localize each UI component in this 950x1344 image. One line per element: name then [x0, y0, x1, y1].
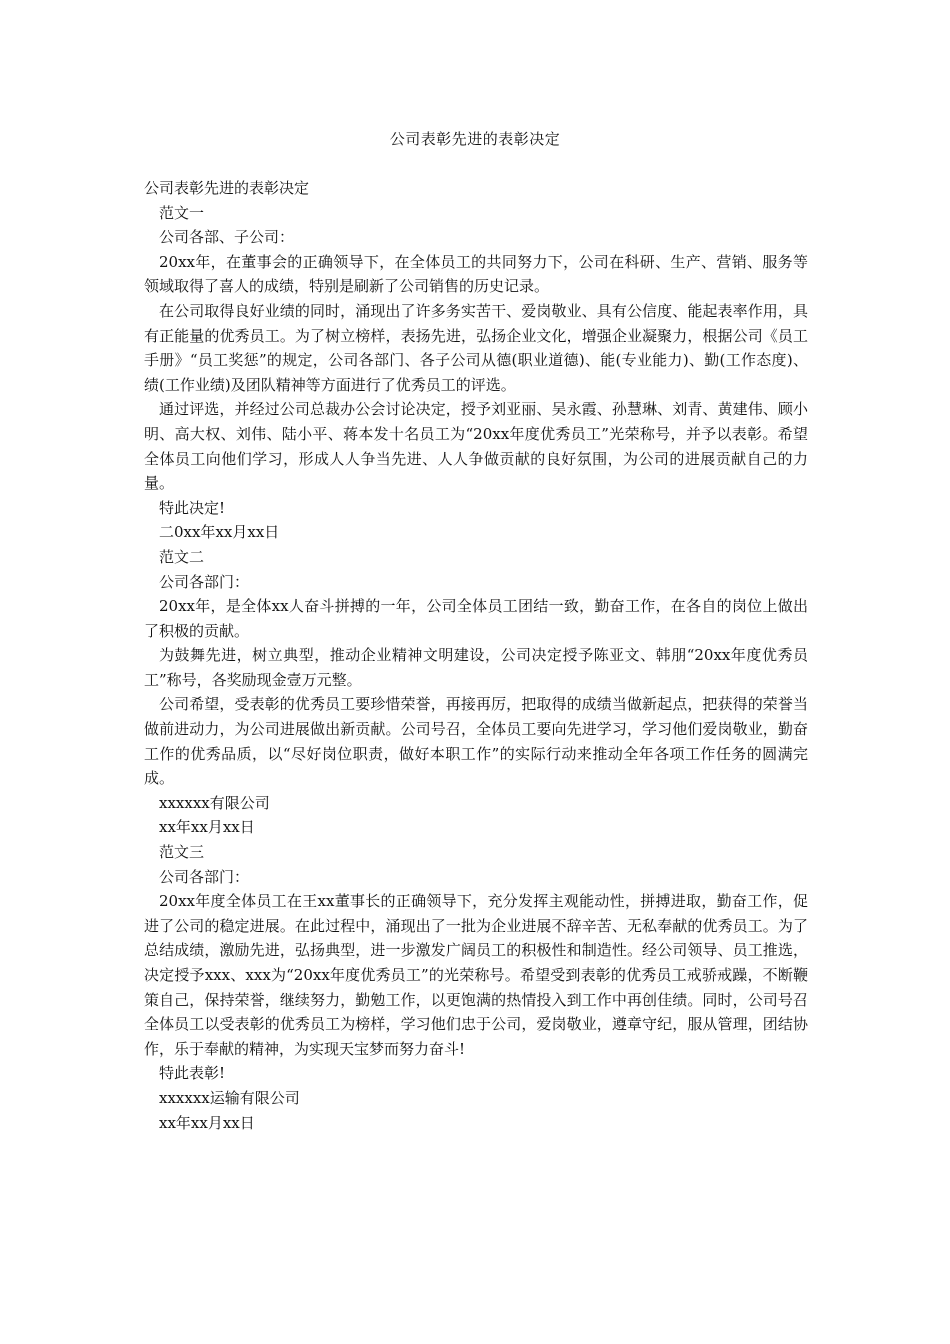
closing-line: 特此决定!: [159, 498, 226, 517]
paragraph: 20xx年，在董事会的正确领导下，在全体员工的共同努力下，公司在科研、生产、营销、服务等领域取得了喜人的成绩，特别是刷新了公司销售的历史记录。: [144, 252, 808, 296]
salutation: 公司各部门：: [159, 867, 250, 886]
document-title: 公司表彰先进的表彰决定: [389, 130, 561, 148]
sample-two-label: 范文二: [159, 547, 205, 566]
signature-company: xxxxxx有限公司: [159, 793, 270, 812]
paragraph: 20xx年度全体员工在王xx董事长的正确领导下，充分发挥主观能动性，拼搏进取，勤奋工作，促进了公司的稳定进展。在此过程中，涌现出了一批为企业进展不辞辛苦、无私奉献的优秀员工。为了总结成绩，激励先进，弘扬典型，进一步激发广阔员工的积极性和制造性。经公司领导、员工推选，决定授予xxx、xxx为“20xx年度优秀员工”的光荣称号。希望受到表彰的优秀员工戒骄戒躁，不断鞭策自己，保持荣誉，继续努力，勤勉工作，以更饱满的热情投入到工作中再创佳绩。同时，公司号召全体员工以受表彰的优秀员工为榜样，学习他们忠于公司，爱岗敬业，遵章守纪，服从管理，团结协作，乐于奉献的精神，为实现天宝梦而努力奋斗!: [144, 892, 808, 1058]
body-heading: 公司表彰先进的表彰决定: [144, 179, 310, 197]
document-body: [144, 176, 808, 1135]
sample-one-label: 范文一: [159, 203, 205, 222]
closing-line: 特此表彰!: [159, 1064, 226, 1083]
signature-company: xxxxxx运输有限公司: [159, 1088, 300, 1107]
paragraph: 在公司取得良好业绩的同时，涌现出了许多务实苦干、爱岗敬业、具有公信度、能起表率作用，具有正能量的优秀员工。为了树立榜样，表扬先进，弘扬企业文化，增强企业凝聚力，根据公司《员工手册》“员工奖惩”的规定，公司各部门、各子公司从德(职业道德)、能(专业能力)、勤(工作态度)、绩(工作业绩)及团队精神等方面进行了优秀员工的评选。: [144, 301, 808, 394]
date-line: xx年xx月xx日: [159, 1113, 255, 1132]
salutation: 公司各部门：: [159, 572, 250, 591]
sample-three-label: 范文三: [159, 843, 205, 862]
paragraph: 为鼓舞先进，树立典型，推动企业精神文明建设，公司决定授予陈亚文、韩朋“20xx年度优秀员工”称号，各奖励现金壹万元整。: [144, 646, 808, 689]
date-line: 二0xx年xx月xx日: [159, 523, 280, 542]
paragraph: 通过评选，并经过公司总裁办公会讨论决定，授予刘亚丽、吴永霞、孙慧琳、刘青、黄建伟、顾小明、高大权、刘伟、陆小平、蒋本发十名员工为“20xx年度优秀员工”光荣称号，并予以表彰。希望全体员工向他们学习，形成人人争当先进、人人争做贡献的良好氛围，为公司的进展贡献自己的力量。: [144, 400, 808, 493]
paragraph: 20xx年，是全体xx人奋斗拼搏的一年，公司全体员工团结一致，勤奋工作，在各自的岗位上做出了积极的贡献。: [144, 597, 808, 640]
paragraph: 公司希望，受表彰的优秀员工要珍惜荣誉，再接再厉，把取得的成绩当做新起点，把获得的荣誉当做前进动力，为公司进展做出新贡献。公司号召，全体员工要向先进学习，学习他们爱岗敬业，勤奋工作的优秀品质，以“尽好岗位职责，做好本职工作”的实际行动来推动全年各项工作任务的圆满完成。: [144, 695, 808, 788]
salutation: 公司各部、子公司：: [159, 228, 295, 247]
date-line: xx年xx月xx日: [159, 818, 255, 837]
